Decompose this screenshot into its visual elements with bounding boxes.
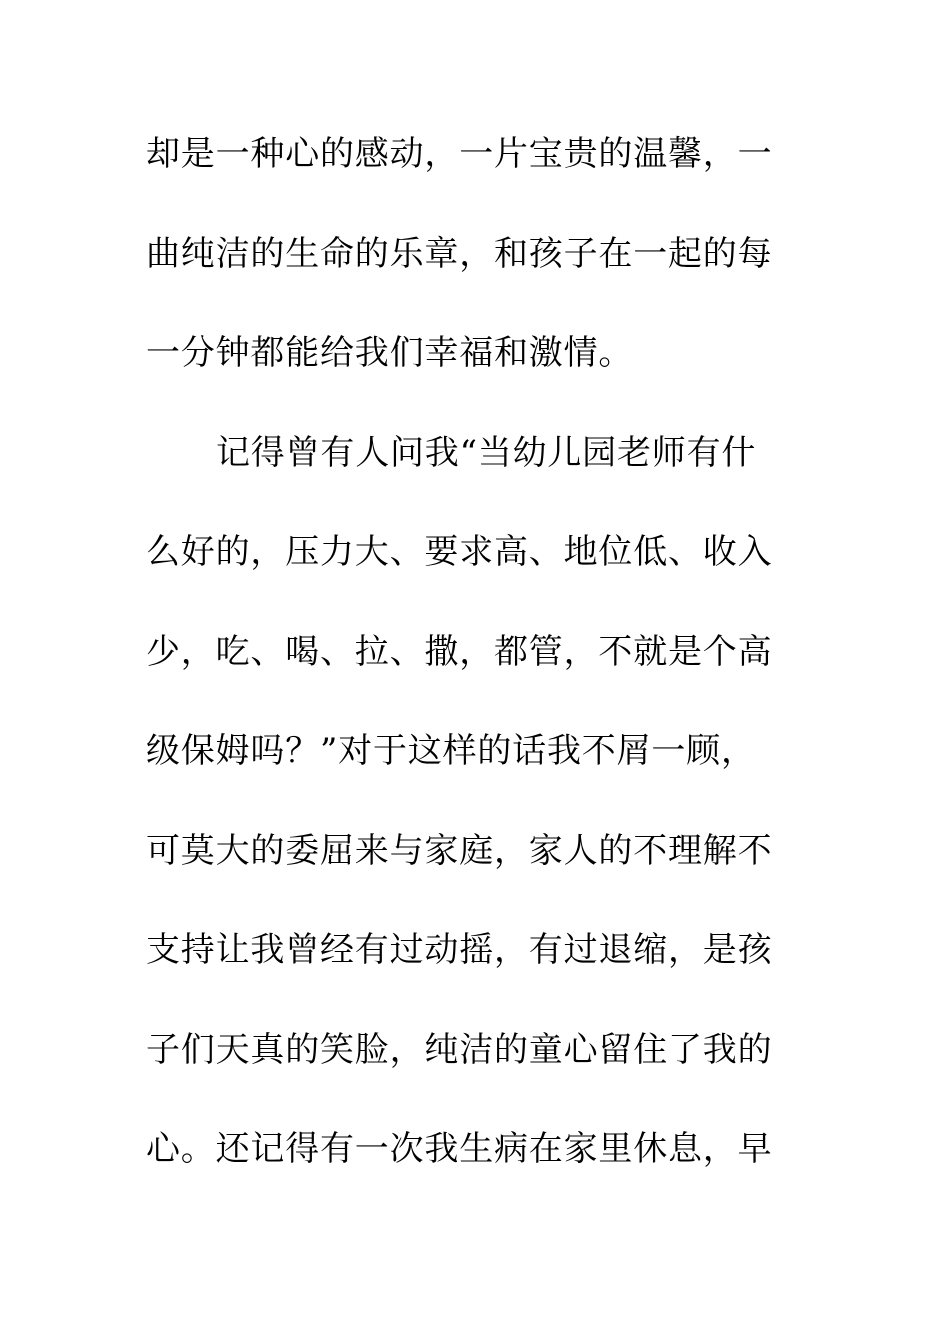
text-line: 少，吃、喝、拉、撒，都管，不就是个高 bbox=[146, 631, 773, 672]
text-line: 曲纯洁的生命的乐章，和孩子在一起的每 bbox=[146, 233, 773, 274]
text-line: 么好的，压力大、要求高、地位低、收入 bbox=[146, 532, 773, 572]
paragraph-start-line: 记得曾有人问我“当幼儿园老师有什 bbox=[216, 432, 757, 473]
text-line: 却是一种心的感动，一片宝贵的温馨，一 bbox=[146, 134, 773, 174]
text-line: 一分钟都能给我们幸福和激情。 bbox=[146, 333, 634, 373]
body-text bbox=[146, 127, 786, 1222]
text-line: 可莫大的委屈来与家庭，家人的不理解不 bbox=[146, 830, 773, 871]
text-line: 子们天真的笑脸，纯洁的童心留住了我的 bbox=[146, 1029, 773, 1070]
text-line: 心。还记得有一次我生病在家里休息，早 bbox=[146, 1129, 773, 1169]
text-line: 级保姆吗？”对于这样的话我不屑一顾， bbox=[146, 731, 756, 771]
text-line: 支持让我曾经有过动摇，有过退缩，是孩 bbox=[146, 930, 773, 970]
